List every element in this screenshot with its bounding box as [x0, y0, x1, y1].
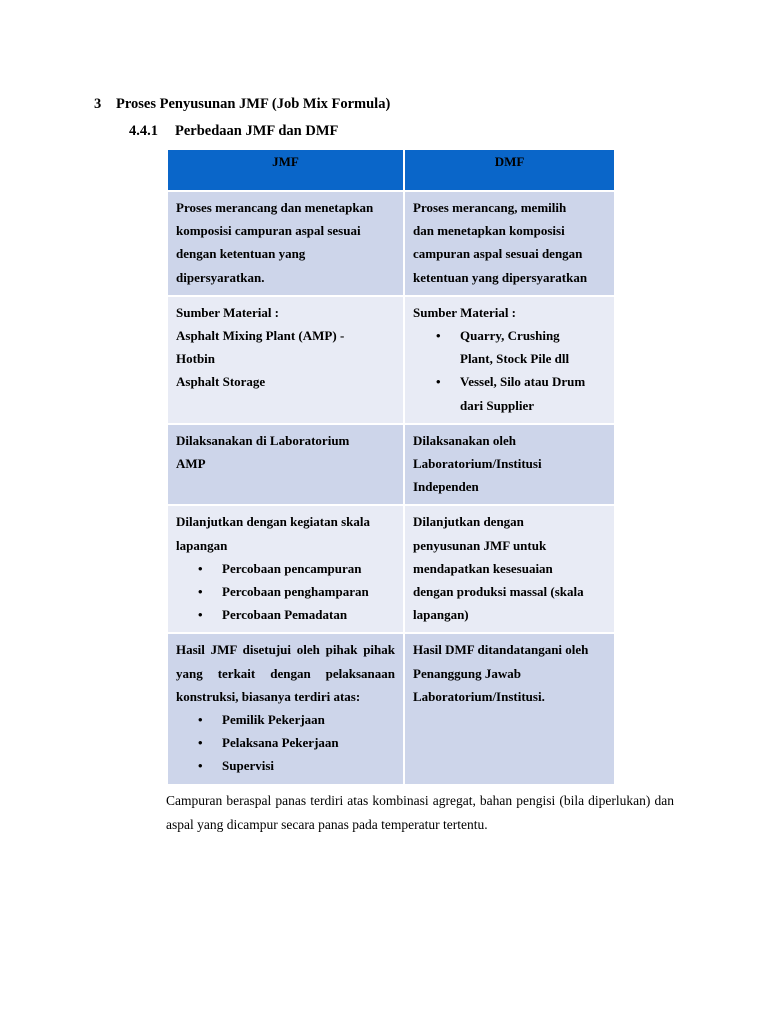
- bullet-text: Supervisi: [222, 758, 275, 774]
- cell-line: mendapatkan kesesuaian: [413, 560, 553, 576]
- subsection-number: 4.4.1: [129, 123, 158, 139]
- comparison-table: [166, 148, 616, 786]
- cell-line: dipersyaratkan.: [176, 269, 265, 285]
- bullet-icon: •: [198, 607, 203, 623]
- jmf-cell-approval: [167, 633, 404, 784]
- jmf-cell-execution: [167, 424, 404, 506]
- header-jmf: JMF: [167, 149, 404, 191]
- cell-line: Asphalt Mixing Plant (AMP) -: [176, 328, 345, 344]
- list-item: [176, 754, 395, 777]
- table-row: [167, 296, 615, 424]
- cell-line: campuran aspal sesuai dengan: [413, 246, 583, 262]
- section-number: 3: [94, 96, 102, 112]
- bullet-text: Pelaksana Pekerjaan: [222, 735, 339, 751]
- list-item: [176, 580, 395, 603]
- list-item: [176, 731, 395, 754]
- bullet-text: Percobaan penghamparan: [222, 584, 369, 600]
- cell-line: Proses merancang, memilih: [413, 200, 567, 215]
- cell-line: dengan produksi massal (skala: [413, 584, 584, 600]
- cell-line: komposisi campuran aspal sesuai: [176, 223, 361, 239]
- dmf-cell-definition: [404, 191, 615, 296]
- cell-line: Dilanjutkan dengan: [413, 514, 524, 530]
- cell-line: Sumber Material :: [176, 304, 280, 320]
- cell-line: Dilaksanakan di Laboratorium: [176, 432, 350, 448]
- dmf-cell-execution: [404, 424, 615, 506]
- bullet-icon: •: [198, 560, 203, 576]
- subsection-title: Perbedaan JMF dan DMF: [175, 123, 339, 139]
- body-paragraph: Campuran beraspal panas terdiri atas kombinasi agregat, bahan pengisi (bila diperlukan) dan aspal yang dicampur secara panas pada temperatur tertentu.: [166, 793, 674, 832]
- jmf-cell-material-source: [167, 296, 404, 424]
- cell-line: lapangan): [413, 607, 469, 623]
- bullet-text: Pemilik Pekerjaan: [222, 712, 325, 728]
- cell-line: Sumber Material :: [413, 304, 517, 320]
- cell-line: Laboratorium/Institusi: [413, 456, 542, 472]
- bullet-text: Plant, Stock Pile dll: [460, 351, 570, 367]
- cell-line: penyusunan JMF untuk: [413, 537, 547, 553]
- cell-line: Asphalt Storage: [176, 374, 266, 390]
- bullet-list: [413, 324, 606, 417]
- bullet-icon: •: [436, 328, 441, 344]
- bullet-text: Percobaan pencampuran: [222, 560, 362, 576]
- bullet-icon: •: [198, 712, 203, 728]
- cell-line: dan menetapkan komposisi: [413, 223, 565, 239]
- table-row: [167, 633, 615, 784]
- bullet-list: [176, 557, 395, 627]
- section-title: Proses Penyusunan JMF (Job Mix Formula): [116, 96, 391, 112]
- cell-paragraph: Hasil JMF disetujui oleh pihak pihak yang terkait dengan pelaksanaan konstruksi, biasanya terdiri atas:: [176, 642, 395, 704]
- bullet-text: dari Supplier: [460, 397, 535, 413]
- bullet-text: Vessel, Silo atau Drum: [460, 374, 586, 390]
- header-dmf: DMF: [404, 149, 615, 191]
- bullet-list: [176, 708, 395, 778]
- cell-line: AMP: [176, 456, 206, 472]
- bullet-text: Quarry, Crushing: [460, 328, 560, 344]
- cell-line: Penanggung Jawab: [413, 665, 521, 681]
- dmf-cell-material-source: [404, 296, 615, 424]
- cell-line: Proses merancang dan menetapkan: [176, 200, 374, 215]
- list-item: [176, 603, 395, 626]
- bullet-icon: •: [436, 374, 441, 390]
- list-item: [176, 708, 395, 731]
- bullet-text: Percobaan Pemadatan: [222, 607, 348, 623]
- section-heading: [94, 96, 390, 113]
- cell-line: ketentuan yang dipersyaratkan: [413, 269, 588, 285]
- dmf-cell-approval: [404, 633, 615, 784]
- list-item: [413, 324, 606, 370]
- cell-line: Dilaksanakan oleh: [413, 432, 516, 448]
- bullet-icon: •: [198, 758, 203, 774]
- table-row: [167, 505, 615, 633]
- bullet-icon: •: [198, 584, 203, 600]
- cell-line: Hotbin: [176, 351, 216, 367]
- jmf-cell-followup: [167, 505, 404, 633]
- cell-line: Independen: [413, 479, 479, 495]
- dmf-cell-followup: [404, 505, 615, 633]
- list-item: [413, 370, 606, 416]
- subsection-heading: [129, 123, 338, 140]
- cell-line: dengan ketentuan yang: [176, 246, 306, 262]
- list-item: [176, 557, 395, 580]
- cell-line: Laboratorium/Institusi.: [413, 688, 545, 704]
- table-header-row: [167, 149, 615, 191]
- cell-line: lapangan: [176, 537, 228, 553]
- bullet-icon: •: [198, 735, 203, 751]
- table-row: [167, 191, 615, 296]
- cell-line: Dilanjutkan dengan kegiatan skala: [176, 514, 370, 530]
- jmf-cell-definition: [167, 191, 404, 296]
- table-row: [167, 424, 615, 506]
- cell-line: Hasil DMF ditandatangani oleh: [413, 642, 589, 658]
